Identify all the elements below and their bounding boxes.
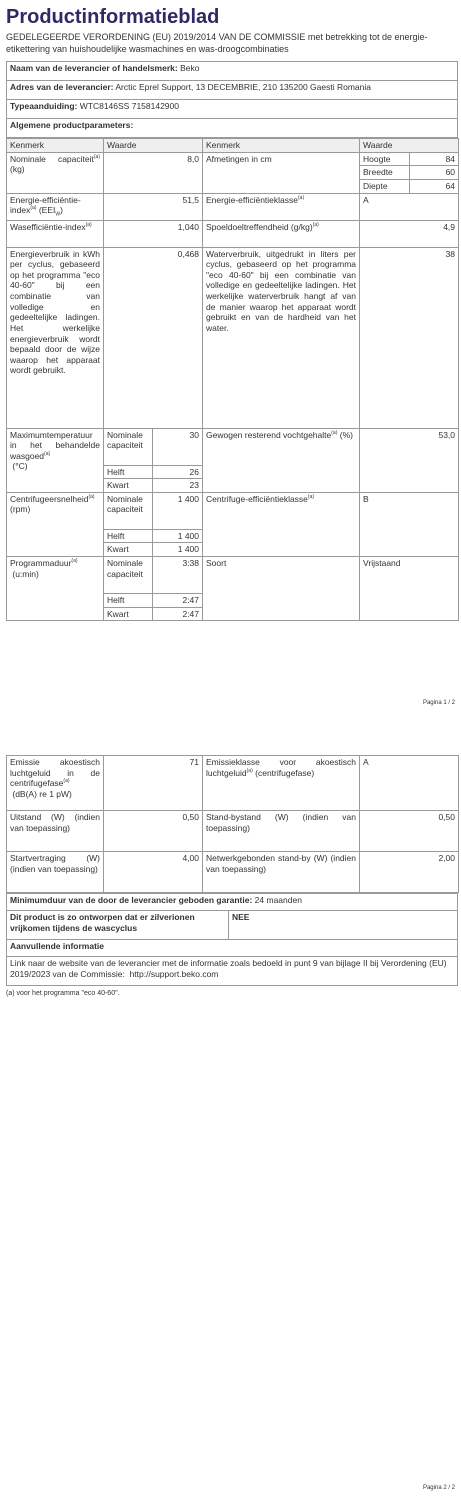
eei-class-label-cell <box>203 193 360 220</box>
footnote-ref: (a) <box>85 221 92 228</box>
duration-label: Programmaduur <box>10 558 72 568</box>
dimensions-label: Afmetingen in cm <box>203 152 360 193</box>
noise-label: Emissie akoestisch luchtgeluid in de centrifugefase <box>10 757 100 789</box>
supplier-address-row <box>7 81 458 100</box>
link-text: Link naar de website van de leverancier met de informatie zoals bedoeld in punt 9 van bijlage II bij Verordening (EU) 2019/2023 van de Commissie: <box>10 958 447 979</box>
type-label: Soort <box>203 557 360 621</box>
page-1-footer: Pagina 1 / 2 <box>422 700 455 706</box>
wash-value: 1,040 <box>104 220 203 247</box>
width-value: 60 <box>410 166 459 180</box>
moisture-value: 53,0 <box>360 428 459 492</box>
capacity-label-cell <box>7 152 104 193</box>
delay-label: Startvertraging (W) (indien van toepassing) <box>7 852 104 893</box>
model-row <box>7 100 458 119</box>
temp-unit: (°C) <box>12 461 28 472</box>
eei-label: Energie-efficiëntie-index <box>10 194 81 216</box>
supplier-name-value: Beko <box>180 63 200 73</box>
eei-unit-sub: W <box>55 211 61 218</box>
spin-half-label: Helft <box>104 529 153 543</box>
header-kenmerk-2: Kenmerk <box>203 139 360 153</box>
header-waarde-2: Waarde <box>360 139 459 153</box>
eei-class-value: A <box>360 193 459 220</box>
noise-class-label: Emissieklasse voor akoestisch luchtgeluid <box>206 757 356 778</box>
rinse-label: Spoeldoeltreffendheid (g/kg) <box>206 221 313 232</box>
supplier-address-label: Adres van de leverancier: <box>10 82 114 92</box>
height-label: Hoogte <box>360 152 410 166</box>
general-params-label: Algemene productparameters: <box>10 120 134 130</box>
header-row <box>7 139 459 153</box>
width-label: Breedte <box>360 166 410 180</box>
eei-value: 51,5 <box>104 193 203 220</box>
link-row <box>7 957 458 986</box>
off-label: Uitstand (W) (indien van toepassing) <box>7 811 104 852</box>
temp-nominal-label: Nominale capaciteit <box>104 428 153 465</box>
page-title: Productinformatieblad <box>6 6 220 28</box>
warranty-table <box>6 893 458 986</box>
spin-quarter-value: 1 400 <box>153 543 203 557</box>
noise-value: 71 <box>104 756 203 811</box>
silver-value: NEE <box>229 911 458 940</box>
height-value: 84 <box>410 152 459 166</box>
rinse-value: 4,9 <box>360 220 459 247</box>
capacity-label: Nominale capaciteit <box>10 153 94 164</box>
params-table <box>6 138 459 621</box>
footnote-ref: (a) <box>246 767 253 774</box>
footnote-ref: (a) <box>88 493 95 500</box>
off-value: 0,50 <box>104 811 203 852</box>
silver-label: Dit product is zo ontworpen dat er zilverionen vrijkomen tijdens de wascyclus <box>7 911 229 940</box>
type-value: Vrijstaand <box>360 557 459 621</box>
noise-unit: (dB(A) re 1 pW) <box>12 788 72 799</box>
temp-nominal-row <box>7 428 459 465</box>
spin-nominal-value: 1 400 <box>153 492 203 529</box>
wash-row <box>7 220 459 247</box>
noise-class-unit: (centrifugefase) <box>255 767 315 778</box>
warranty-label: Minimumduur van de door de leverancier geboden garantie: <box>10 895 253 905</box>
water-value: 38 <box>360 247 459 428</box>
warranty-value: 24 maanden <box>254 895 302 905</box>
dur-nominal-row <box>7 557 459 594</box>
temp-half-label: Helft <box>104 465 153 479</box>
supplier-address-value: Arctic Eprel Support, 13 DECEMBRIE, 210 135200 Gaesti Romania <box>115 82 371 92</box>
wash-label-cell <box>7 220 104 247</box>
duration-unit: (u:min) <box>12 568 39 579</box>
energy-value: 0,468 <box>104 247 203 428</box>
delay-row <box>7 852 459 893</box>
network-label: Netwerkgebonden stand-by (W) (indien van toepassing) <box>203 852 360 893</box>
support-link[interactable]: http://support.beko.com <box>129 968 219 979</box>
extra-info-header-row <box>7 940 458 957</box>
supplier-name-row <box>7 62 458 81</box>
dur-nominal-value: 3:38 <box>153 557 203 594</box>
capacity-row <box>7 152 459 166</box>
header-kenmerk-1: Kenmerk <box>7 139 104 153</box>
general-params-row <box>7 119 458 138</box>
spin-quarter-label: Kwart <box>104 543 153 557</box>
noise-label-cell <box>7 756 104 811</box>
temp-half-value: 26 <box>153 465 203 479</box>
capacity-value: 8,0 <box>104 152 203 193</box>
footnote-ref: (a) <box>71 558 78 565</box>
wash-label: Wasefficiëntie-index <box>10 221 86 232</box>
dur-half-label: Helft <box>104 594 153 608</box>
warranty-row <box>7 894 458 911</box>
temp-label-cell <box>7 428 104 492</box>
eei-class-label: Energie-efficiëntieklasse <box>206 194 298 205</box>
standby-value: 0,50 <box>360 811 459 852</box>
footnote-ref: (a) <box>307 493 315 500</box>
temp-quarter-value: 23 <box>153 479 203 493</box>
temp-label: Maximumtemperatuur in het behandelde wasgoed <box>10 429 100 461</box>
dur-quarter-value: 2:47 <box>153 607 203 621</box>
duration-label-cell <box>7 557 104 621</box>
spin-class-label-cell <box>203 492 360 556</box>
footnote-ref: (a) <box>44 450 51 457</box>
spin-label: Centrifugeersnelheid <box>10 493 89 504</box>
delay-value: 4,00 <box>104 852 203 893</box>
water-label: Waterverbruik, uitgedrukt in liters per cyclus, gebaseerd op het programma "eco 40-60" bij een combinatie van volledige en gedeeltelijke ladingen. Het werkelijke waterverbruik hangt af van de manier waarop het apparaat wordt gebruikt en van de hardheid van het water. <box>203 247 360 428</box>
capacity-unit: (kg) <box>10 164 25 175</box>
spin-nominal-row <box>7 492 459 529</box>
supplier-name-label: Naam van de leverancier of handelsmerk: <box>10 63 178 73</box>
depth-value: 64 <box>410 179 459 193</box>
footnote-ref: (a) <box>63 778 70 785</box>
eei-unit: (EEI <box>38 205 56 216</box>
model-value: WTC8146SS 7158142900 <box>79 101 179 111</box>
regulation-intro: GEDELEGEERDE VERORDENING (EU) 2019/2014 VAN DE COMMISSIE met betrekking tot de energie-etikettering van huishoudelijke wasmachines en was-droogcombinaties <box>6 32 428 54</box>
noise-row <box>7 756 459 811</box>
energy-label: Energieverbruik in kWh per cyclus, gebaseerd op het programma "eco 40-60" bij een combinatie van volledige en gedeeltelijke ladingen. Het werkelijke energieverbruik wordt bepaald door de wijze waarop het apparaat wordt gebruikt. <box>7 247 104 428</box>
eei-row <box>7 193 459 220</box>
spin-label-cell <box>7 492 104 556</box>
footnote-ref: (a) <box>331 429 338 436</box>
energy-row <box>7 247 459 428</box>
spin-half-value: 1 400 <box>153 529 203 543</box>
footnote-ref: (a) <box>93 153 100 160</box>
off-row <box>7 811 459 852</box>
temp-quarter-label: Kwart <box>104 479 153 493</box>
rinse-label-cell <box>203 220 360 247</box>
dur-half-value: 2:47 <box>153 594 203 608</box>
temp-nominal-value: 30 <box>153 428 203 465</box>
depth-label: Diepte <box>360 179 410 193</box>
page-1 <box>6 0 458 621</box>
supplier-table <box>6 61 458 138</box>
params-table-2 <box>6 755 459 893</box>
footnote-ref: (a) <box>312 221 319 228</box>
silver-row <box>7 911 458 940</box>
page-2-footer: Pagina 2 / 2 <box>422 1485 455 1491</box>
moisture-label-cell <box>203 428 360 492</box>
standby-label: Stand-bystand (W) (indien van toepassing) <box>203 811 360 852</box>
model-label: Typeaanduiding: <box>10 101 78 111</box>
noise-class-label-cell <box>203 756 360 811</box>
extra-info-label: Aanvullende informatie <box>7 940 458 957</box>
page-2 <box>6 755 458 999</box>
spin-class-label: Centrifuge-efficiëntieklasse <box>206 493 308 504</box>
moisture-label: Gewogen resterend vochtgehalte <box>206 429 332 440</box>
network-value: 2,00 <box>360 852 459 893</box>
spin-unit: (rpm) <box>10 504 31 515</box>
noise-class-value: A <box>360 756 459 811</box>
spin-nominal-label: Nominale capaciteit <box>104 492 153 529</box>
dur-quarter-label: Kwart <box>104 607 153 621</box>
moisture-unit: (%) <box>339 429 353 440</box>
footnote-ref: (a) <box>298 194 305 201</box>
eei-label-cell: Energie-efficiëntie-index$^{(a)}$ $(EEI_W)$ <box>7 193 104 220</box>
dur-nominal-label: Nominale capaciteit <box>104 557 153 594</box>
footnote-ref: (a) <box>30 205 37 212</box>
header-waarde-1: Waarde <box>104 139 203 153</box>
footnote: (a) voor het programma "eco 40-60". <box>6 990 120 997</box>
spin-class-value: B <box>360 492 459 556</box>
